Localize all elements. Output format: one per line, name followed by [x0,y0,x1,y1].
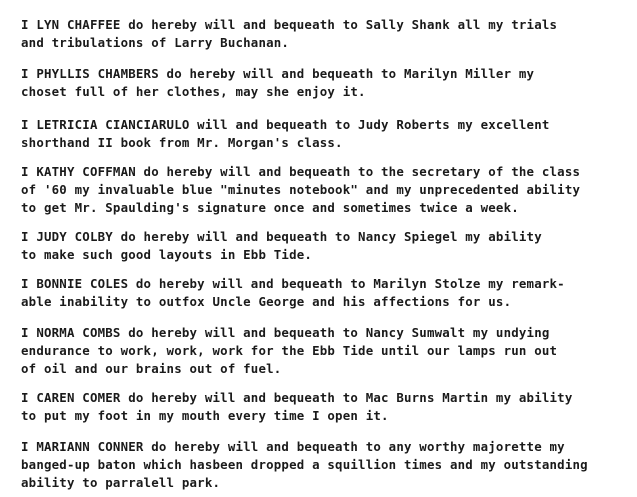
will-entry-chaffee [21,16,631,52]
entry-line: to put my foot in my mouth every time I open it. [21,408,389,423]
entry-line: of '60 my invaluable blue "minutes notebook" and my unprecedented ability [21,182,581,197]
entry-line: ability to parralell park. [21,475,221,490]
entry-line: of oil and our brains out of fuel. [21,361,282,376]
entry-line: shorthand II book from Mr. Morgan's class. [21,135,343,150]
entry-line: I LETRICIA CIANCIARULO will and bequeath to Judy Roberts my excellent [21,117,550,132]
entry-line: I CAREN COMER do hereby will and bequeath to Mac Burns Martin my ability [21,390,573,405]
entry-line: choset full of her clothes, may she enjoy it. [21,84,366,99]
entry-line: I KATHY COFFMAN do hereby will and bequeath to the secretary of the class [21,164,581,179]
entry-line: I NORMA COMBS do hereby will and bequeath to Nancy Sumwalt my undying [21,325,550,340]
will-entry-combs [21,324,631,378]
entry-line: and tribulations of Larry Buchanan. [21,35,290,50]
entry-line: I MARIANN CONNER do hereby will and bequeath to any worthy majorette my [21,439,565,454]
will-entry-conner [21,438,631,492]
entry-line: I LYN CHAFFEE do hereby will and bequeath to Sally Shank all my trials [21,17,558,32]
entry-line: I PHYLLIS CHAMBERS do hereby will and bequeath to Marilyn Miller my [21,66,535,81]
entry-line: I BONNIE COLES do hereby will and bequeath to Marilyn Stolze my remark- [21,276,565,291]
entry-line: banged-up baton which hasbeen dropped a squillion times and my outstanding [21,457,588,472]
will-entry-colby [21,228,631,264]
will-entry-chambers [21,65,631,101]
will-entry-cianciarulo [21,116,631,152]
entry-line: able inability to outfox Uncle George and his affections for us. [21,294,512,309]
will-entry-comer [21,389,631,425]
will-entry-coffman [21,163,631,217]
entry-line: I JUDY COLBY do hereby will and bequeath to Nancy Spiegel my ability [21,229,542,244]
entry-line: to get Mr. Spaulding's signature once and sometimes twice a week. [21,200,519,215]
entry-line: endurance to work, work, work for the Ebb Tide until our lamps run out [21,343,558,358]
will-entry-coles [21,275,631,311]
entry-line: to make such good layouts in Ebb Tide. [21,247,313,262]
